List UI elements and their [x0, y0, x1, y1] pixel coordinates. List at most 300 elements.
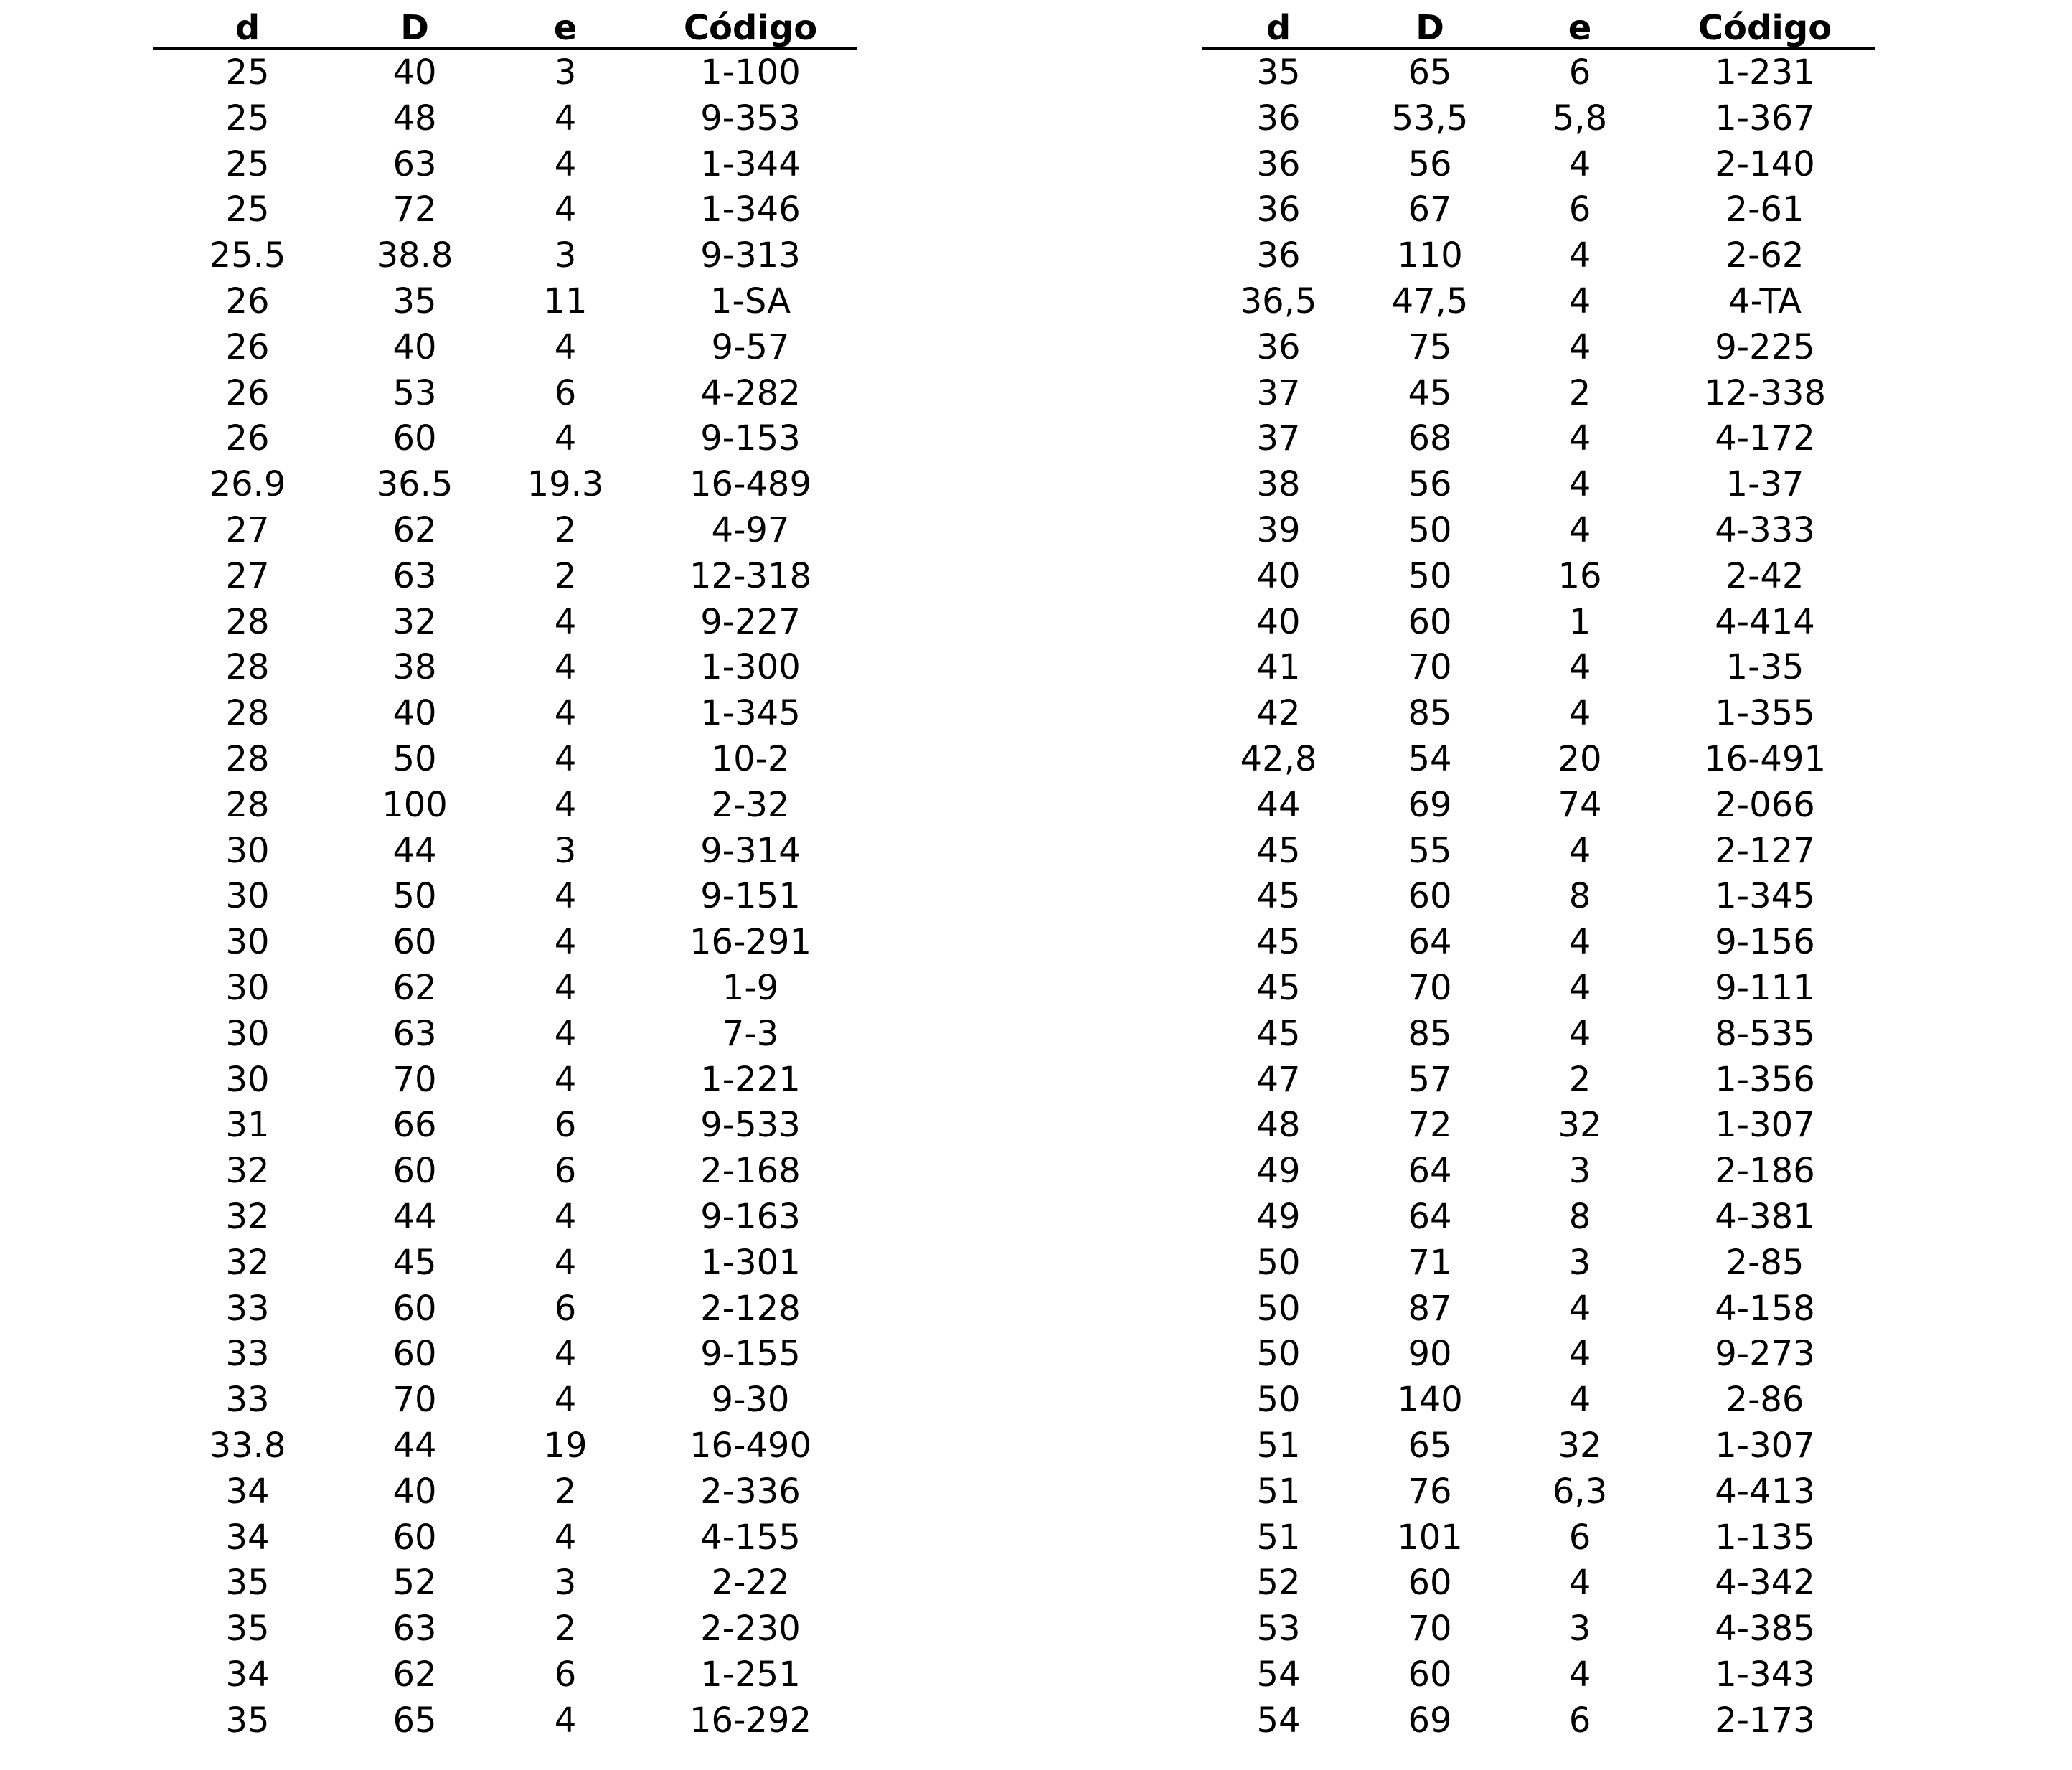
cell-d: 28	[225, 601, 270, 642]
cell-d: 26	[225, 418, 270, 459]
table-row	[1202, 1332, 1875, 1378]
table-row	[1202, 554, 1875, 600]
cell-d: 28	[225, 693, 270, 734]
cell-codigo: 16-489	[689, 464, 811, 505]
table-row	[1202, 1606, 1875, 1652]
cell-d: 42	[1256, 693, 1301, 734]
cell-D: 64	[1408, 1151, 1452, 1192]
cell-d: 25	[225, 98, 270, 138]
cell-e: 4	[554, 1700, 577, 1741]
cell-codigo: 1-37	[1725, 464, 1804, 505]
cell-e: 6	[554, 372, 577, 413]
cell-codigo: 4-97	[711, 509, 790, 550]
parts-table-right	[1202, 9, 1875, 1743]
cell-e: 4	[1568, 281, 1591, 321]
table-row	[153, 874, 857, 920]
column-header-codigo: Código	[1655, 9, 1875, 49]
table-row	[1202, 416, 1875, 462]
table-row	[1202, 462, 1875, 508]
cell-codigo: 9-227	[700, 601, 801, 642]
cell-codigo: 9-153	[700, 418, 801, 459]
table-row	[153, 1698, 857, 1744]
table-row	[153, 1286, 857, 1332]
table-row	[153, 1058, 857, 1103]
cell-e: 4	[1568, 1334, 1591, 1375]
cell-D: 63	[392, 1609, 437, 1649]
table-row	[1202, 1058, 1875, 1103]
cell-D: 68	[1408, 418, 1452, 459]
cell-e: 3	[1568, 1609, 1591, 1649]
cell-e: 4	[554, 967, 577, 1008]
cell-d: 35	[225, 1609, 270, 1649]
cell-d: 53	[1256, 1609, 1301, 1649]
table-row	[1202, 737, 1875, 783]
cell-D: 70	[392, 1059, 437, 1100]
cell-d: 54	[1256, 1654, 1301, 1695]
table-row	[153, 1560, 857, 1606]
cell-codigo: 1-367	[1715, 98, 1815, 138]
cell-e: 4	[1568, 1380, 1591, 1421]
cell-codigo: 9-151	[700, 876, 801, 917]
cell-e: 4	[554, 922, 577, 963]
cell-d: 34	[225, 1517, 270, 1558]
cell-d: 35	[1256, 52, 1301, 93]
cell-d: 36	[1256, 189, 1301, 230]
cell-d: 33	[225, 1334, 270, 1375]
cell-codigo: 2-62	[1725, 235, 1804, 276]
cell-e: 4	[1568, 693, 1591, 734]
table-row	[153, 920, 857, 966]
cell-codigo: 9-163	[700, 1196, 801, 1237]
table-row	[153, 279, 857, 325]
cell-codigo: 1-9	[722, 967, 779, 1008]
cell-e: 2	[554, 509, 577, 550]
table-row	[153, 96, 857, 142]
cell-codigo: 7-3	[722, 1013, 779, 1054]
cell-e: 4	[1568, 1288, 1591, 1329]
cell-D: 71	[1408, 1242, 1452, 1283]
cell-D: 50	[392, 738, 437, 779]
table-row	[1202, 874, 1875, 920]
table-row	[1202, 187, 1875, 233]
cell-D: 60	[392, 1517, 437, 1558]
cell-d: 30	[225, 830, 270, 871]
cell-codigo: 9-353	[700, 98, 801, 138]
cell-d: 36	[1256, 326, 1301, 367]
cell-D: 60	[1408, 1654, 1452, 1695]
cell-D: 69	[1408, 784, 1452, 825]
cell-d: 51	[1256, 1425, 1301, 1466]
column-header-D: D	[342, 9, 487, 49]
cell-d: 25.5	[209, 235, 286, 276]
cell-codigo: 8-535	[1715, 1013, 1815, 1054]
cell-D: 75	[1408, 326, 1452, 367]
table-row	[153, 508, 857, 554]
table-row	[153, 737, 857, 783]
cell-d: 31	[225, 1105, 270, 1146]
cell-d: 26	[225, 326, 270, 367]
cell-d: 38	[1256, 464, 1301, 505]
cell-d: 30	[225, 876, 270, 917]
table-row	[153, 554, 857, 600]
cell-e: 4	[1568, 509, 1591, 550]
cell-e: 4	[554, 1013, 577, 1054]
table-row	[153, 1149, 857, 1195]
cell-e: 3	[1568, 1242, 1591, 1283]
table-row	[153, 645, 857, 691]
table-row	[1202, 600, 1875, 646]
header-row	[153, 9, 857, 49]
cell-codigo: 9-111	[1715, 967, 1815, 1008]
cell-codigo: 16-291	[689, 922, 811, 963]
cell-D: 62	[392, 1654, 437, 1695]
table-row	[153, 1423, 857, 1469]
cell-e: 74	[1558, 784, 1602, 825]
cell-d: 37	[1256, 418, 1301, 459]
cell-codigo: 10-2	[711, 738, 790, 779]
cell-D: 54	[1408, 738, 1452, 779]
cell-d: 49	[1256, 1196, 1301, 1237]
table-row	[1202, 1149, 1875, 1195]
cell-e: 3	[554, 830, 577, 871]
table-row	[1202, 279, 1875, 325]
cell-d: 28	[225, 784, 270, 825]
table-row	[1202, 1241, 1875, 1286]
cell-e: 16	[1558, 555, 1602, 596]
table-row	[153, 966, 857, 1012]
cell-d: 42,8	[1240, 738, 1317, 779]
cell-e: 4	[554, 189, 577, 230]
cell-d: 50	[1256, 1380, 1301, 1421]
cell-D: 60	[392, 1288, 437, 1329]
table-row	[1202, 142, 1875, 188]
cell-D: 85	[1408, 1013, 1452, 1054]
cell-e: 20	[1558, 738, 1602, 779]
cell-e: 4	[554, 601, 577, 642]
cell-e: 4	[1568, 922, 1591, 963]
cell-e: 3	[554, 52, 577, 93]
cell-D: 40	[392, 693, 437, 734]
cell-d: 54	[1256, 1700, 1301, 1741]
cell-D: 60	[1408, 876, 1452, 917]
cell-D: 40	[392, 52, 437, 93]
cell-codigo: 2-173	[1715, 1700, 1815, 1741]
cell-e: 4	[1568, 235, 1591, 276]
cell-codigo: 12-338	[1703, 372, 1826, 413]
cell-d: 50	[1256, 1288, 1301, 1329]
cell-codigo: 9-156	[1715, 922, 1815, 963]
column-header-d: d	[153, 9, 342, 49]
cell-D: 65	[392, 1700, 437, 1741]
cell-d: 30	[225, 1013, 270, 1054]
cell-d: 50	[1256, 1334, 1301, 1375]
cell-D: 56	[1408, 143, 1452, 184]
cell-d: 30	[225, 922, 270, 963]
cell-codigo: 4-155	[700, 1517, 801, 1558]
cell-codigo: 1-35	[1725, 647, 1804, 688]
table-row	[1202, 1378, 1875, 1423]
cell-d: 33	[225, 1380, 270, 1421]
table-row	[153, 142, 857, 188]
cell-codigo: 2-186	[1715, 1151, 1815, 1192]
cell-D: 60	[392, 418, 437, 459]
cell-codigo: 1-SA	[710, 281, 791, 321]
cell-D: 53,5	[1391, 98, 1469, 138]
cell-e: 6	[554, 1105, 577, 1146]
cell-D: 32	[392, 601, 437, 642]
cell-d: 25	[225, 52, 270, 93]
table-row	[153, 1103, 857, 1149]
cell-e: 6	[554, 1654, 577, 1695]
cell-e: 6,3	[1552, 1471, 1608, 1512]
cell-d: 45	[1256, 967, 1301, 1008]
cell-codigo: 1-346	[700, 189, 801, 230]
cell-D: 50	[1408, 509, 1452, 550]
cell-codigo: 1-307	[1715, 1105, 1815, 1146]
table-row	[1202, 783, 1875, 829]
cell-e: 4	[554, 1242, 577, 1283]
cell-e: 2	[554, 555, 577, 596]
cell-codigo: 1-355	[1715, 693, 1815, 734]
cell-codigo: 1-345	[1715, 876, 1815, 917]
cell-codigo: 1-221	[700, 1059, 801, 1100]
table-row	[1202, 96, 1875, 142]
cell-codigo: 1-301	[700, 1242, 801, 1283]
cell-D: 70	[1408, 1609, 1452, 1649]
cell-e: 4	[1568, 464, 1591, 505]
cell-d: 25	[225, 189, 270, 230]
cell-codigo: 1-343	[1715, 1654, 1815, 1695]
column-header-e: e	[487, 9, 644, 49]
cell-d: 37	[1256, 372, 1301, 413]
cell-codigo: 2-32	[711, 784, 790, 825]
cell-e: 8	[1568, 1196, 1591, 1237]
column-header-D: D	[1355, 9, 1504, 49]
cell-e: 4	[554, 738, 577, 779]
cell-e: 3	[554, 235, 577, 276]
column-header-e: e	[1504, 9, 1655, 49]
cell-e: 4	[1568, 143, 1591, 184]
cell-e: 2	[554, 1609, 577, 1649]
cell-D: 140	[1397, 1380, 1463, 1421]
table-row	[153, 1469, 857, 1515]
table-row	[153, 49, 857, 96]
cell-e: 4	[554, 1059, 577, 1100]
cell-codigo: 2-22	[711, 1563, 790, 1604]
cell-d: 28	[225, 647, 270, 688]
cell-D: 69	[1408, 1700, 1452, 1741]
cell-d: 50	[1256, 1242, 1301, 1283]
cell-e: 6	[1568, 1517, 1591, 1558]
table-row	[153, 1241, 857, 1286]
parts-table-left	[153, 9, 857, 1743]
table-row	[153, 1515, 857, 1561]
cell-D: 45	[392, 1242, 437, 1283]
cell-D: 62	[392, 509, 437, 550]
cell-D: 72	[1408, 1105, 1452, 1146]
table-row	[1202, 1423, 1875, 1469]
cell-d: 44	[1256, 784, 1301, 825]
cell-d: 35	[225, 1700, 270, 1741]
table-row	[1202, 1652, 1875, 1698]
cell-D: 70	[1408, 647, 1452, 688]
cell-codigo: 1-345	[700, 693, 801, 734]
cell-e: 4	[554, 1196, 577, 1237]
cell-e: 4	[1568, 1563, 1591, 1604]
cell-codigo: 9-273	[1715, 1334, 1815, 1375]
cell-D: 40	[392, 1471, 437, 1512]
cell-codigo: 2-168	[700, 1151, 801, 1192]
cell-e: 4	[1568, 1013, 1591, 1054]
cell-codigo: 2-127	[1715, 830, 1815, 871]
cell-d: 49	[1256, 1151, 1301, 1192]
cell-d: 45	[1256, 830, 1301, 871]
cell-e: 4	[554, 418, 577, 459]
cell-codigo: 2-336	[700, 1471, 801, 1512]
cell-e: 4	[1568, 418, 1591, 459]
cell-D: 45	[1408, 372, 1452, 413]
cell-d: 27	[225, 555, 270, 596]
cell-D: 50	[392, 876, 437, 917]
table-row	[153, 1378, 857, 1423]
cell-d: 51	[1256, 1471, 1301, 1512]
cell-d: 34	[225, 1654, 270, 1695]
cell-e: 1	[1568, 601, 1591, 642]
cell-e: 4	[554, 1334, 577, 1375]
cell-e: 4	[554, 876, 577, 917]
table-row	[1202, 1698, 1875, 1744]
cell-codigo: 1-356	[1715, 1059, 1815, 1100]
cell-codigo: 9-313	[700, 235, 801, 276]
cell-e: 4	[554, 1517, 577, 1558]
cell-codigo: 2-140	[1715, 143, 1815, 184]
cell-e: 8	[1568, 876, 1591, 917]
table-row	[1202, 966, 1875, 1012]
cell-D: 100	[382, 784, 448, 825]
cell-d: 36	[1256, 143, 1301, 184]
cell-D: 44	[392, 830, 437, 871]
cell-codigo: 16-490	[689, 1425, 811, 1466]
cell-e: 4	[554, 98, 577, 138]
table-row	[153, 1332, 857, 1378]
cell-D: 60	[392, 1151, 437, 1192]
table-row	[1202, 233, 1875, 279]
cell-D: 64	[1408, 1196, 1452, 1237]
cell-D: 63	[392, 143, 437, 184]
cell-codigo: 2-066	[1715, 784, 1815, 825]
table-row	[1202, 691, 1875, 737]
table-row	[153, 325, 857, 371]
cell-d: 45	[1256, 922, 1301, 963]
table-row	[153, 1195, 857, 1241]
cell-codigo: 1-251	[700, 1654, 801, 1695]
header-row	[1202, 9, 1875, 49]
cell-d: 26	[225, 372, 270, 413]
table-row	[153, 600, 857, 646]
cell-D: 44	[392, 1196, 437, 1237]
table-row	[1202, 1012, 1875, 1058]
cell-D: 44	[392, 1425, 437, 1466]
cell-d: 40	[1256, 601, 1301, 642]
table-row	[1202, 49, 1875, 96]
cell-D: 55	[1408, 830, 1452, 871]
cell-D: 60	[1408, 601, 1452, 642]
table-row	[1202, 1560, 1875, 1606]
table-row	[1202, 325, 1875, 371]
cell-codigo: 1-307	[1715, 1425, 1815, 1466]
table-row	[1202, 1286, 1875, 1332]
table-row	[153, 416, 857, 462]
cell-d: 40	[1256, 555, 1301, 596]
cell-e: 4	[554, 326, 577, 367]
cell-codigo: 4-333	[1715, 509, 1815, 550]
cell-e: 4	[554, 143, 577, 184]
cell-codigo: 1-231	[1715, 52, 1815, 93]
cell-codigo: 9-57	[711, 326, 790, 367]
cell-codigo: 4-282	[700, 372, 801, 413]
table-row	[153, 829, 857, 875]
cell-codigo: 4-342	[1715, 1563, 1815, 1604]
cell-D: 38	[392, 647, 437, 688]
cell-e: 4	[554, 1380, 577, 1421]
cell-d: 32	[225, 1151, 270, 1192]
cell-e: 6	[1568, 189, 1591, 230]
cell-d: 39	[1256, 509, 1301, 550]
cell-D: 85	[1408, 693, 1452, 734]
cell-d: 35	[225, 1563, 270, 1604]
cell-codigo: 1-135	[1715, 1517, 1815, 1558]
cell-d: 26	[225, 281, 270, 321]
cell-e: 32	[1558, 1425, 1602, 1466]
cell-codigo: 9-225	[1715, 326, 1815, 367]
cell-e: 3	[1568, 1151, 1591, 1192]
cell-e: 4	[1568, 1654, 1591, 1695]
table-row	[153, 1606, 857, 1652]
cell-e: 3	[554, 1563, 577, 1604]
cell-codigo: 4-172	[1715, 418, 1815, 459]
cell-D: 67	[1408, 189, 1452, 230]
cell-D: 65	[1408, 1425, 1452, 1466]
cell-d: 32	[225, 1242, 270, 1283]
cell-d: 27	[225, 509, 270, 550]
cell-e: 4	[554, 693, 577, 734]
cell-d: 32	[225, 1196, 270, 1237]
cell-e: 19.3	[527, 464, 604, 505]
cell-d: 33	[225, 1288, 270, 1329]
cell-d: 34	[225, 1471, 270, 1512]
table-row	[153, 1012, 857, 1058]
cell-D: 53	[392, 372, 437, 413]
cell-D: 47,5	[1391, 281, 1469, 321]
cell-d: 26.9	[209, 464, 286, 505]
cell-e: 2	[1568, 372, 1591, 413]
cell-codigo: 9-30	[711, 1380, 790, 1421]
cell-D: 101	[1397, 1517, 1463, 1558]
table-row	[153, 371, 857, 417]
cell-D: 35	[392, 281, 437, 321]
cell-codigo: 2-61	[1725, 189, 1804, 230]
column-header-d: d	[1202, 9, 1355, 49]
table-row	[153, 1652, 857, 1698]
cell-D: 63	[392, 1013, 437, 1054]
table-row	[1202, 829, 1875, 875]
cell-D: 56	[1408, 464, 1452, 505]
cell-D: 60	[392, 922, 437, 963]
cell-d: 41	[1256, 647, 1301, 688]
cell-codigo: 2-85	[1725, 1242, 1804, 1283]
cell-D: 48	[392, 98, 437, 138]
table-row	[153, 691, 857, 737]
